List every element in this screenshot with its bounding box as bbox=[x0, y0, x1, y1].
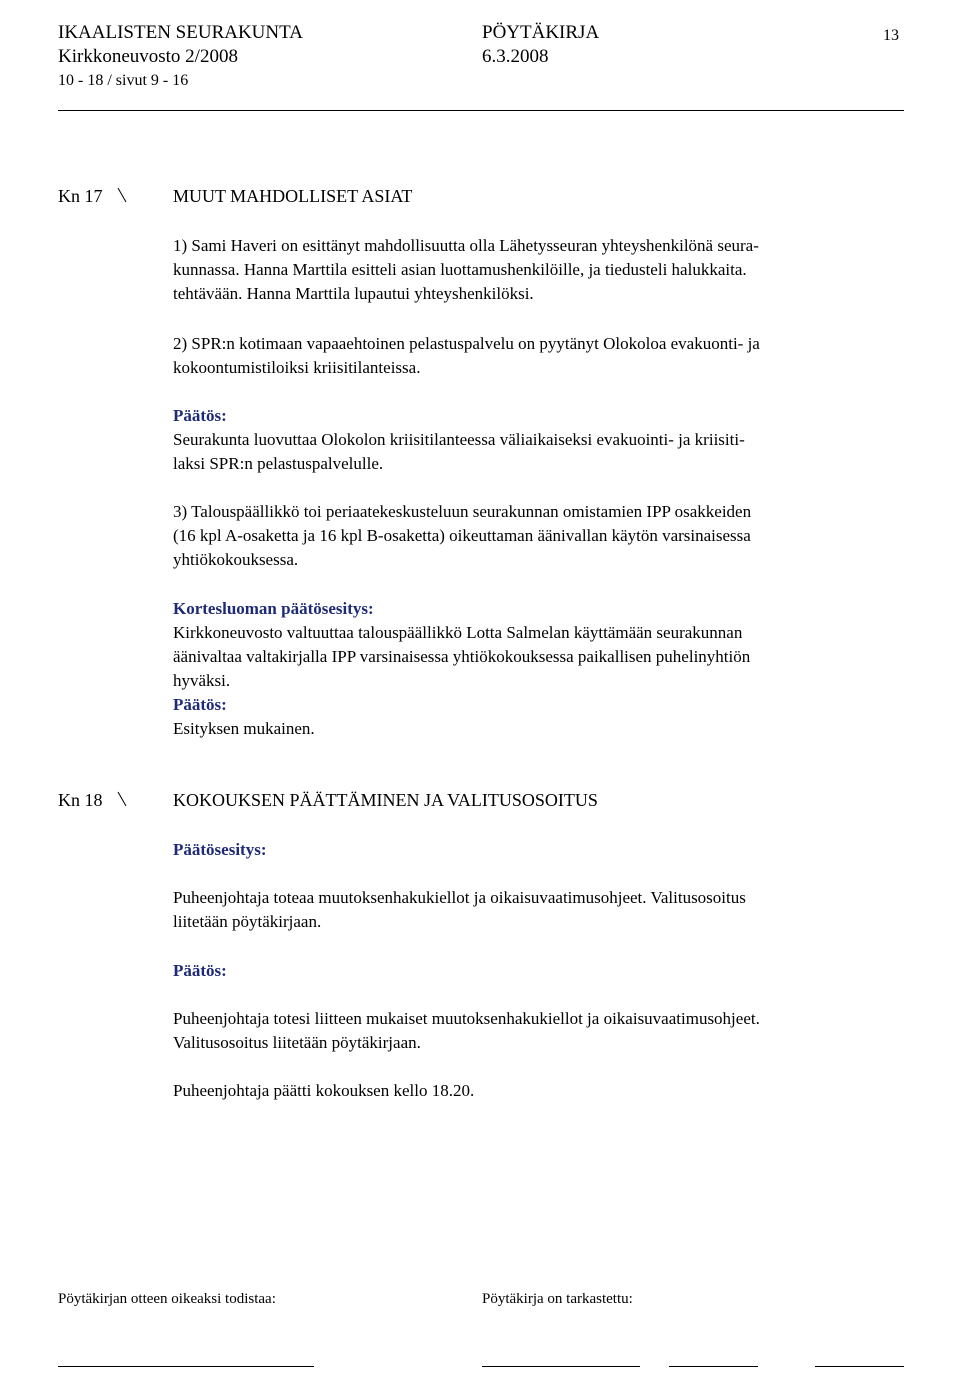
certify-label: Pöytäkirjan otteen oikeaksi todistaa: bbox=[58, 1291, 276, 1307]
item-3-proposal bbox=[173, 597, 903, 741]
item-1-line: 1) Sami Haveri on esittänyt mahdollisuutta olla Lähetysseuran yhteyshenkilönä seura- bbox=[173, 236, 759, 255]
decision-line: laksi SPR:n pelastuspalvelulle. bbox=[173, 454, 384, 473]
signature-line bbox=[482, 1366, 640, 1367]
proposal-line: hyväksi. bbox=[173, 671, 231, 690]
signature-line bbox=[58, 1366, 314, 1367]
item-3-line: (16 kpl A-osaketta ja 16 kpl B-osaketta) oikeuttaman äänivallan käytön varsinaisessa bbox=[173, 526, 751, 545]
item-2-decision bbox=[173, 404, 903, 476]
page-range: 10 - 18 / sivut 9 - 16 bbox=[58, 72, 189, 89]
proposal-label: Kortesluoman päätösesitys: bbox=[173, 599, 374, 618]
proposal-line: äänivaltaa valtakirjalla IPP varsinaisessa yhtiökokouksessa paikallisen puhelinyhtiön bbox=[173, 647, 751, 666]
item-1-line: tehtävään. Hanna Marttila lupautui yhteyshenkilöksi. bbox=[173, 284, 534, 303]
kn18-closing bbox=[173, 1079, 903, 1103]
header-rule bbox=[58, 110, 904, 111]
proposal-label: Päätösesitys: bbox=[173, 840, 267, 859]
section-number: Kn 17 bbox=[58, 186, 103, 206]
decision-line: Valitusosoitus liitetään pöytäkirjaan. bbox=[173, 1033, 421, 1052]
closing-text: Puheenjohtaja päätti kokouksen kello 18.20. bbox=[173, 1081, 475, 1100]
meeting-date: 6.3.2008 bbox=[482, 46, 549, 67]
item-2-line: 2) SPR:n kotimaan vapaaehtoinen pelastuspalvelu on pyytänyt Olokoloa evakuonti- ja bbox=[173, 334, 760, 353]
kn18-proposal bbox=[173, 886, 903, 934]
section-sign-icon bbox=[115, 788, 129, 810]
signature-line bbox=[815, 1366, 904, 1367]
decision-text: Esityksen mukainen. bbox=[173, 719, 315, 738]
proposal-line: Kirkkoneuvosto valtuuttaa talouspäällikkö Lotta Salmelan käyttämään seurakunnan bbox=[173, 623, 743, 642]
section-title: MUUT MAHDOLLISET ASIAT bbox=[173, 186, 413, 206]
meeting-id: Kirkkoneuvosto 2/2008 bbox=[58, 46, 238, 67]
item-1 bbox=[173, 234, 903, 306]
decision-line: Seurakunta luovuttaa Olokolon kriisitilanteessa väliaikaiseksi evakuointi- ja kriisiti- bbox=[173, 430, 745, 449]
decision-label: Päätös: bbox=[173, 406, 227, 425]
proposal-line: liitetään pöytäkirjaan. bbox=[173, 912, 322, 931]
decision-line: Puheenjohtaja totesi liitteen mukaiset muutoksenhakukiellot ja oikaisuvaatimusohjeet. bbox=[173, 1009, 760, 1028]
item-2-line: kokoontumistiloiksi kriisitilanteissa. bbox=[173, 358, 421, 377]
decision-label: Päätös: bbox=[173, 695, 227, 714]
doc-type: PÖYTÄKIRJA bbox=[482, 22, 600, 43]
section-title: KOKOUKSEN PÄÄTTÄMINEN JA VALITUSOSOITUS bbox=[173, 790, 598, 810]
section-number: Kn 18 bbox=[58, 790, 103, 810]
page-number: 13 bbox=[883, 27, 899, 44]
org-name: IKAALISTEN SEURAKUNTA bbox=[58, 22, 303, 43]
item-2 bbox=[173, 332, 903, 380]
checked-label: Pöytäkirja on tarkastettu: bbox=[482, 1291, 633, 1307]
kn18-decision bbox=[173, 1007, 903, 1055]
signature-line bbox=[669, 1366, 758, 1367]
item-3 bbox=[173, 500, 903, 572]
kn18-decision-label-block bbox=[173, 959, 903, 983]
proposal-line: Puheenjohtaja toteaa muutoksenhakukiellot ja oikaisuvaatimusohjeet. Valitusosoitus bbox=[173, 888, 746, 907]
item-3-line: 3) Talouspäällikkö toi periaatekeskusteluun seurakunnan omistamien IPP osakkeiden bbox=[173, 502, 752, 521]
decision-label: Päätös: bbox=[173, 961, 227, 980]
item-1-line: kunnassa. Hanna Marttila esitteli asian luottamushenkilöille, ja tiedusteli halukkaita. bbox=[173, 260, 747, 279]
item-3-line: yhtiökokouksessa. bbox=[173, 550, 299, 569]
section-sign-icon bbox=[115, 184, 129, 206]
kn18-proposal-label-block bbox=[173, 838, 903, 862]
